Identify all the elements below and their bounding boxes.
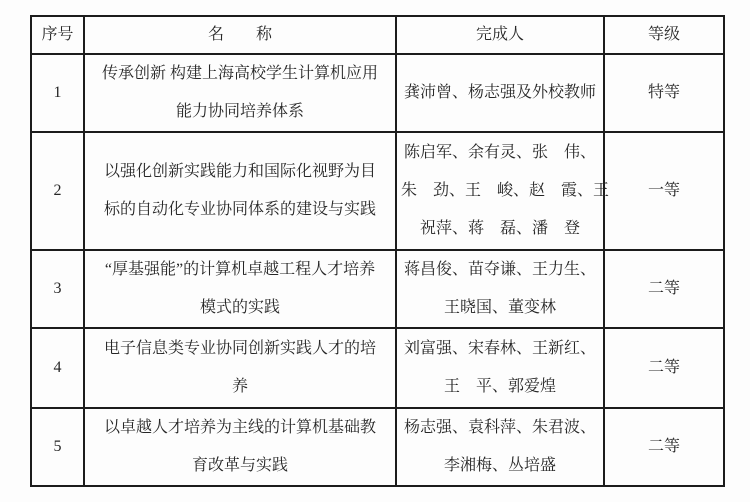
contributors-cell: 龚沛曾、杨志强及外校教师 — [396, 54, 604, 132]
table-row — [31, 408, 724, 486]
header-grade: 等级 — [604, 16, 724, 54]
serial-number-cell: 1 — [31, 54, 84, 132]
project-name-cell: 以强化创新实践能力和国际化视野为目 标的自动化专业协同体系的建设与实践 — [84, 132, 396, 250]
serial-number-cell: 4 — [31, 328, 84, 408]
awards-table — [30, 15, 725, 487]
serial-number-cell: 5 — [31, 408, 84, 486]
table-row — [31, 132, 724, 250]
header-project-name: 名 称 — [84, 16, 396, 54]
contributors-cell: 蒋昌俊、苗夺谦、王力生、 王晓国、董变林 — [396, 250, 604, 328]
header-serial-number: 序号 — [31, 16, 84, 54]
contributors-cell: 刘富强、宋春林、王新红、 王 平、郭爱煌 — [396, 328, 604, 408]
header-contributors: 完成人 — [396, 16, 604, 54]
grade-cell: 一等 — [604, 132, 724, 250]
grade-cell: 二等 — [604, 250, 724, 328]
project-name-cell: “厚基强能”的计算机卓越工程人才培养 模式的实践 — [84, 250, 396, 328]
contributors-cell: 杨志强、袁科萍、朱君波、 李湘梅、丛培盛 — [396, 408, 604, 486]
grade-cell: 二等 — [604, 408, 724, 486]
project-name-cell: 电子信息类专业协同创新实践人才的培 养 — [84, 328, 396, 408]
table-header-row — [31, 16, 724, 54]
table-row — [31, 250, 724, 328]
grade-cell: 二等 — [604, 328, 724, 408]
serial-number-cell: 2 — [31, 132, 84, 250]
table-row — [31, 328, 724, 408]
table-row — [31, 54, 724, 132]
project-name-cell: 以卓越人才培养为主线的计算机基础教 育改革与实践 — [84, 408, 396, 486]
grade-cell: 特等 — [604, 54, 724, 132]
contributors-cell: 陈启军、余有灵、张 伟、 朱 劲、王 峻、赵 霞、王 祝萍、蒋 磊、潘 登 — [396, 132, 604, 250]
serial-number-cell: 3 — [31, 250, 84, 328]
project-name-cell: 传承创新 构建上海高校学生计算机应用 能力协同培养体系 — [84, 54, 396, 132]
